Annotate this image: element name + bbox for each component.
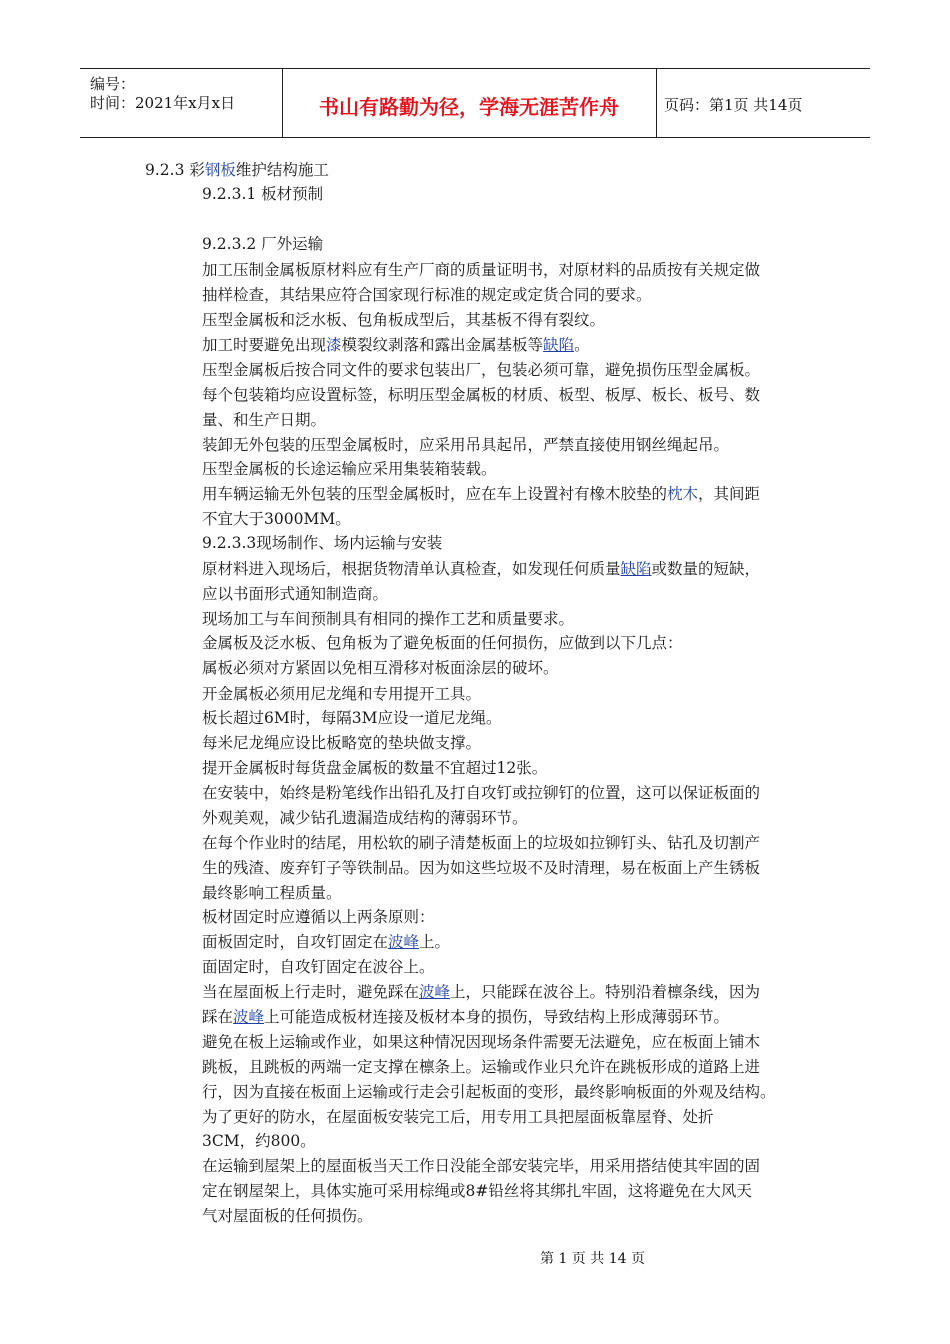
body-text-line [202,1107,714,1127]
text-segment: 9.2.3.3现场制作、场内运输与安装 [202,534,443,552]
document-header [80,68,870,138]
body-text-line [202,1156,760,1176]
body-text-line [202,385,760,405]
text-segment: 避免在板上运输或作业，如果这种情况因现场条件需要无法避免，应在板面上铺木 [202,1033,761,1051]
keyword-highlight: 枕木 [667,485,699,503]
keyword-link[interactable]: 缺陷 [543,336,575,354]
text-segment: 属板必须对方紧固以免相互滑移对板面涂层的破坏。 [202,659,559,677]
body-text-line [202,708,501,728]
text-segment: 提开金属板时每货盘金属板的数量不宜超过12张。 [202,759,548,777]
text-segment: 外观美观，减少钻孔遗漏造成结构的薄弱环节。 [202,809,528,827]
body-text-line [202,783,760,803]
body-text-line [202,684,481,704]
document-number-label: 编号： [90,75,136,93]
text-segment: 跳板，且跳板的两端一定支撑在檩条上。运输或作业只允许在跳板形成的道路上进 [202,1058,761,1076]
header-motto-cell [282,69,657,137]
page-footer: 第 1 页 共 14 页 [540,1251,645,1267]
text-segment: 抽样检查，其结果应符合国家现行标准的规定或定货合同的要求。 [202,286,652,304]
body-text-line [202,733,481,753]
document-date-label: 时间：2021年x月x日 [90,94,236,112]
text-segment: 应以书面形式通知制造商。 [202,585,389,603]
text-segment: 原材料进入现场后，根据货物清单认真检查，如发现任何质量 [202,560,621,578]
text-segment: 最终影响工程质量。 [202,884,342,902]
body-text-line [202,335,590,355]
text-segment: 生的残渣、废弃钉子等铁制品。因为如这些垃圾不及时清理，易在板面上产生锈板 [202,859,761,877]
text-segment: 压型金属板的长途运输应采用集装箱装载。 [202,460,497,478]
body-text-line [202,484,760,504]
body-text-line [202,658,559,678]
body-text-line [202,883,342,903]
text-segment: 装卸无外包装的压型金属板时，应采用吊具起吊，严禁直接使用钢丝绳起吊。 [202,436,730,454]
keyword-link[interactable]: 缺陷 [620,560,652,578]
text-segment: 在每个作业时的结尾，用松软的刷子清楚板面上的垃圾如拉铆钉头、钻孔及切割产 [202,834,761,852]
body-text-line [202,633,683,653]
body-text-line [202,858,760,878]
text-segment: 面板固定时，自攻钉固定在 [202,933,389,951]
body-text-line [202,435,729,455]
body-text-line [202,982,760,1002]
body-text-line [202,907,435,927]
body-text-line [202,1007,729,1027]
body-text-line [202,533,442,553]
text-segment: 不宜大于3000MM。 [202,510,351,528]
text-segment: 行，因为直接在板面上运输或行走会引起板面的变形，最终影响板面的外观及结构。 [202,1083,776,1101]
text-segment: 在运输到屋架上的屋面板当天工作日没能全部安装完毕，用采用搭结使其牢固的固 [202,1157,761,1175]
text-segment: 用车辆运输无外包装的压型金属板时，应在车上设置衬有橡木胶垫的 [202,485,668,503]
section-heading [145,160,329,180]
body-text-line [202,833,760,853]
body-text-line [202,584,388,604]
body-text-line [202,758,547,778]
text-segment: 上可能造成板材连接及板材本身的损伤，导致结构上形成薄弱环节。 [264,1008,730,1026]
text-segment: 在安装中，始终是粉笔线作出铅孔及打自攻钉或拉铆钉的位置，这可以保证板面的 [202,784,761,802]
text-segment: 模裂纹剥落和露出金属基板等 [341,336,544,354]
body-text-line [202,1181,752,1201]
text-segment: 开金属板必须用尼龙绳和专用提开工具。 [202,685,482,703]
keyword-highlight: 漆 [326,336,342,354]
text-segment: 上。 [419,933,451,951]
keyword-link[interactable]: 波峰 [388,933,420,951]
text-segment: 板材固定时应遵循以上两条原则： [202,908,435,926]
text-segment: 踩在 [202,1008,234,1026]
body-text-line [202,260,760,280]
body-text-line [202,285,652,305]
keyword-link[interactable]: 波峰 [419,983,451,1001]
body-text-line [202,932,450,952]
text-segment: 板长超过6M时，每隔3M应设一道尼龙绳。 [202,709,502,727]
body-text-line [202,957,435,977]
body-text-line [202,509,351,529]
header-meta-cell [80,69,283,137]
header-motto: 书山有路勤为径，学海无涯苦作舟 [319,95,619,119]
text-segment: 上，只能踩在波谷上。特别沿着檩条线，因为 [450,983,761,1001]
text-segment: 压型金属板后按合同文件的要求包装出厂，包装必须可靠，避免损伤压型金属板。 [202,361,761,379]
text-segment: 9.2.3.1 板材预制 [202,185,324,203]
text-segment: 或数量的短缺， [651,560,761,578]
body-text-line [202,234,323,254]
body-text-line [202,1131,316,1151]
body-text-line [202,1082,776,1102]
text-segment: 气对屋面板的任何损伤。 [202,1207,373,1225]
text-segment: 维护结构施工 [235,161,329,179]
text-segment: 量、和生产日期。 [202,411,327,429]
body-text-line [202,1032,760,1052]
body-text-line [202,459,497,479]
text-segment: 定在钢屋架上，具体实施可采用棕绳或8#铅丝将其绑扎牢固，这将避免在大风天 [202,1182,752,1200]
header-page-cell [656,69,870,137]
body-text-line [202,310,605,330]
text-segment: 为了更好的防水，在屋面板安装完工后，用专用工具把屋面板靠屋脊、处折 [202,1108,714,1126]
body-text-line [202,360,760,380]
text-segment: 加工压制金属板原材料应有生产厂商的质量证明书，对原材料的品质按有关规定做 [202,261,761,279]
body-text-line [202,609,574,629]
text-segment: 现场加工与车间预制具有相同的操作工艺和质量要求。 [202,610,575,628]
text-segment: 每个包装箱均应设置标签，标明压型金属板的材质、板型、板厚、板长、板号、数 [202,386,761,404]
text-segment: 3CM，约800。 [202,1132,316,1150]
text-segment: 。 [574,336,590,354]
body-text-line [202,410,326,430]
text-segment: 9.2.3.2 厂外运输 [202,235,324,253]
body-text-line [202,559,760,579]
text-segment: ，其间距 [698,485,761,503]
body-text-line [202,184,323,204]
keyword-highlight: 钢板 [204,161,236,179]
keyword-link[interactable]: 波峰 [233,1008,265,1026]
text-segment: 加工时要避免出现 [202,336,327,354]
body-text-line [202,808,528,828]
text-segment: 压型金属板和泛水板、包角板成型后，其基板不得有裂纹。 [202,311,606,329]
text-segment: 9.2.3 彩 [145,161,205,179]
text-segment: 当在屋面板上行走时，避免踩在 [202,983,420,1001]
text-segment: 每米尼龙绳应设比板略宽的垫块做支撑。 [202,734,482,752]
header-page-info: 页码：第1页 共14页 [664,96,803,114]
body-text-line [202,1057,760,1077]
body-text-line [202,1206,373,1226]
text-segment: 面固定时，自攻钉固定在波谷上。 [202,958,435,976]
text-segment: 金属板及泛水板、包角板为了避免板面的任何损伤，应做到以下几点： [202,634,683,652]
